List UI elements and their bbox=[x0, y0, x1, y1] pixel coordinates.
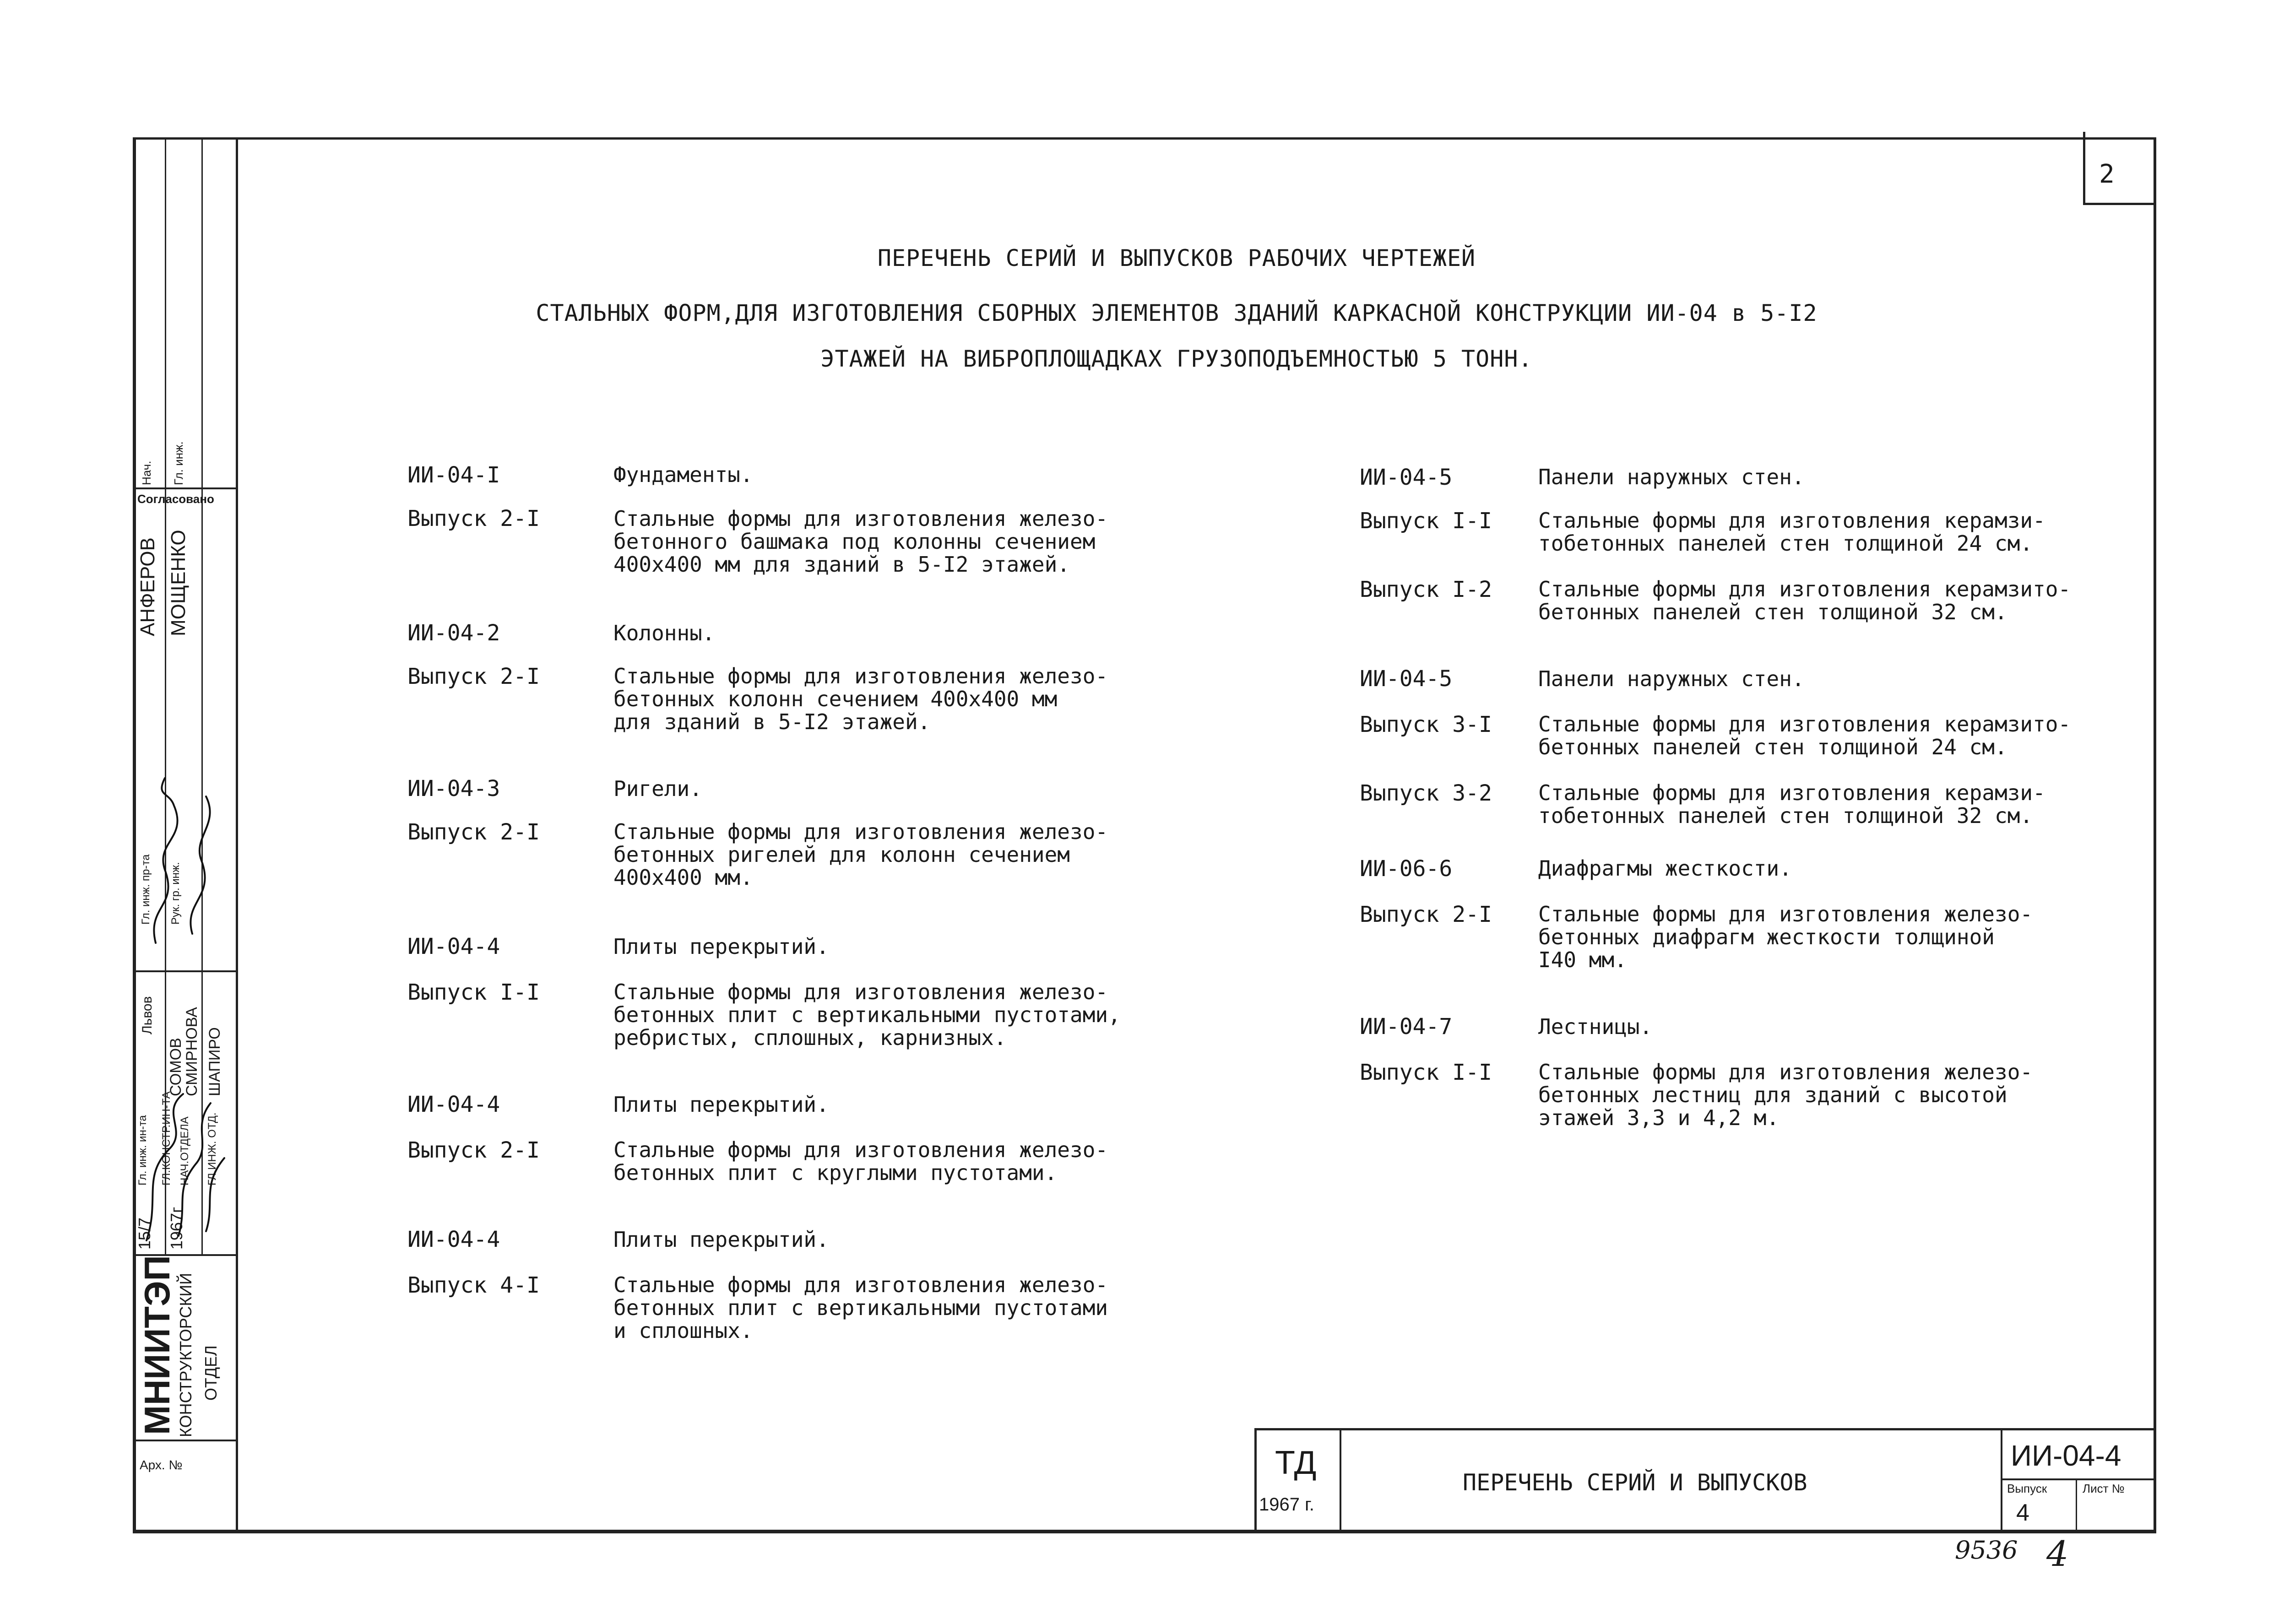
footer-mark: 4 bbox=[2046, 1533, 2069, 1574]
org-name: МНИИТЭП bbox=[137, 1255, 177, 1435]
right-text-7: Стальные формы для изготовления железо- бетонных диафрагм жесткости толщиной I40 мм. bbox=[1538, 902, 2033, 972]
left-code-5: Выпуск 2-I bbox=[407, 819, 540, 845]
role-gl-inzh-prta: Гл. инж. пр-та bbox=[140, 854, 152, 925]
right-text-1: Стальные формы для изготовления керамзи- тобетонных панелей стен толщиной 24 см. bbox=[1538, 508, 2045, 556]
label-gl-inzh: Гл. инж. bbox=[172, 441, 185, 485]
td-label: ТД bbox=[1275, 1445, 1317, 1481]
right-text-9: Стальные формы для изготовления железо- бетонных лестниц для зданий с высотой этажей 3,3 и 4,2 м. bbox=[1538, 1060, 2033, 1130]
left-code-6: ИИ-04-4 bbox=[407, 934, 500, 959]
left-code-1: Выпуск 2-I bbox=[407, 506, 540, 531]
left-text-5: Стальные формы для изготовления железо- бетонных ригелей для колонн сечением 400x400 мм. bbox=[613, 819, 1108, 890]
role-gl-inzh: Гл. инж. ин-та bbox=[136, 1115, 149, 1186]
right-code-4: Выпуск 3-I bbox=[1360, 712, 1492, 737]
footer-number: 9536 bbox=[1955, 1536, 2018, 1564]
title-block-code: ИИ-04-4 bbox=[2011, 1439, 2121, 1472]
left-text-6: Плиты перекрытий. bbox=[613, 934, 829, 959]
title-block-name: ПЕРЕЧЕНЬ СЕРИЙ И ВЫПУСКОВ bbox=[1463, 1469, 1807, 1496]
title-line-3: ЭТАЖЕЙ НА ВИБРОПЛОЩАДКАХ ГРУЗОПОДЪЕМНОСТЬЮ 5 ТОНН. bbox=[820, 346, 1533, 372]
dept-line-1: КОНСТРУКТОРСКИЙ bbox=[176, 1272, 195, 1437]
right-code-3: ИИ-04-5 bbox=[1360, 666, 1453, 692]
left-text-1: Стальные формы для изготовления железо- бетонного башмака под колонны сечением 400x400 мм для зданий в 5-I2 этажей. bbox=[613, 506, 1108, 577]
name-somov: СОМОВ bbox=[167, 1038, 184, 1096]
left-code-9: Выпуск 2-I bbox=[407, 1137, 540, 1163]
name-anferov: АНФЕРОВ bbox=[136, 537, 159, 636]
label-approved: Согласовано bbox=[137, 492, 214, 506]
right-text-8: Лестницы. bbox=[1538, 1014, 1653, 1039]
name-lvov: Львов bbox=[140, 996, 155, 1034]
issue-value: 4 bbox=[2016, 1499, 2029, 1526]
right-code-7: Выпуск 2-I bbox=[1360, 902, 1492, 927]
left-text-7: Стальные формы для изготовления железо- бетонных плит с вертикальными пустотами, ребристых, сплошных, карнизных. bbox=[613, 980, 1121, 1050]
right-code-9: Выпуск I-I bbox=[1360, 1060, 1492, 1085]
right-code-6: ИИ-06-6 bbox=[1360, 856, 1453, 882]
left-code-3: Выпуск 2-I bbox=[407, 664, 540, 689]
right-text-3: Панели наружных стен. bbox=[1538, 666, 1805, 691]
title-line-2: СТАЛЬНЫХ ФОРМ,ДЛЯ ИЗГОТОВЛЕНИЯ СБОРНЫХ ЭЛЕМЕНТОВ ЗДАНИЙ КАРКАСНОЙ КОНСТРУКЦИИ ИИ-04 в 5-I2 bbox=[536, 300, 1817, 326]
left-text-11: Стальные формы для изготовления железо- бетонных плит с вертикальными пустотами и сплошных. bbox=[613, 1272, 1108, 1343]
left-text-2: Колонны. bbox=[613, 621, 715, 645]
approval-stamp bbox=[133, 137, 238, 1533]
role-nach-otdela: НАЧ.ОТДЕЛА bbox=[179, 1116, 191, 1186]
dept-line-2: ОТДЕЛ bbox=[201, 1345, 220, 1401]
right-code-2: Выпуск I-2 bbox=[1360, 577, 1492, 602]
archive-number-label: Арх. № bbox=[140, 1458, 183, 1472]
name-moshchenko: МОЩЕНКО bbox=[167, 530, 190, 636]
left-text-10: Плиты перекрытий. bbox=[613, 1227, 829, 1252]
title-line-1: ПЕРЕЧЕНЬ СЕРИЙ И ВЫПУСКОВ РАБОЧИХ ЧЕРТЕЖЕЙ bbox=[877, 245, 1476, 271]
name-smirnova: СМИРНОВА bbox=[183, 1007, 201, 1096]
role-gl-inzh-otd: ГЛ.ИНЖ. ОТД. bbox=[206, 1112, 218, 1186]
right-text-2: Стальные формы для изготовления керамзито- бетонных панелей стен толщиной 32 см. bbox=[1538, 577, 2071, 624]
left-text-9: Стальные формы для изготовления железо- бетонных плит с круглыми пустотами. bbox=[613, 1137, 1108, 1185]
left-code-8: ИИ-04-4 bbox=[407, 1092, 500, 1117]
right-code-1: Выпуск I-I bbox=[1360, 508, 1492, 534]
left-code-0: ИИ-04-I bbox=[407, 462, 500, 488]
right-code-0: ИИ-04-5 bbox=[1360, 465, 1453, 490]
right-text-6: Диафрагмы жесткости. bbox=[1538, 856, 1792, 881]
label-nach: Нач. bbox=[140, 460, 153, 485]
title-block bbox=[1254, 1428, 2156, 1533]
sheet-label: Лист № bbox=[2083, 1482, 2125, 1495]
role-gl-konstr: ГЛ.КОНСТР.ИН-ТА bbox=[160, 1091, 173, 1186]
left-text-0: Фундаменты. bbox=[613, 462, 753, 487]
right-text-4: Стальные формы для изготовления керамзито- бетонных панелей стен толщиной 24 см. bbox=[1538, 712, 2071, 759]
right-text-0: Панели наружных стен. bbox=[1538, 465, 1805, 489]
td-year: 1967 г. bbox=[1259, 1494, 1314, 1515]
name-shapiro: ШАПИРО bbox=[206, 1027, 223, 1096]
stamp-date-2: 1967г bbox=[167, 1207, 186, 1250]
role-ruk-gr-inzh: Рук. гр. инж. bbox=[169, 862, 182, 925]
left-code-2: ИИ-04-2 bbox=[407, 620, 500, 646]
sheet-number: 2 bbox=[2099, 159, 2115, 189]
left-code-7: Выпуск I-I bbox=[407, 980, 540, 1005]
title-block-code-cell bbox=[2001, 1430, 2156, 1533]
right-code-8: ИИ-04-7 bbox=[1360, 1014, 1453, 1039]
title-block-td-cell bbox=[1257, 1430, 1341, 1533]
stamp-date-1: 15/7 bbox=[135, 1217, 154, 1250]
left-code-11: Выпуск 4-I bbox=[407, 1272, 540, 1298]
signature-somov bbox=[133, 1085, 238, 1245]
right-code-5: Выпуск 3-2 bbox=[1360, 780, 1492, 806]
issue-label: Выпуск bbox=[2007, 1482, 2047, 1495]
left-code-10: ИИ-04-4 bbox=[407, 1227, 500, 1252]
left-text-3: Стальные формы для изготовления железо- бетонных колонн сечением 400x400 мм для зданий в 5-I2 этажей. bbox=[613, 664, 1108, 734]
left-text-8: Плиты перекрытий. bbox=[613, 1092, 829, 1117]
sheet-number-box bbox=[2083, 132, 2156, 205]
left-text-4: Ригели. bbox=[613, 776, 702, 801]
left-code-4: ИИ-04-3 bbox=[407, 776, 500, 801]
right-text-5: Стальные формы для изготовления керамзи- тобетонных панелей стен толщиной 32 см. bbox=[1538, 780, 2045, 828]
signature-anferov bbox=[137, 769, 233, 952]
